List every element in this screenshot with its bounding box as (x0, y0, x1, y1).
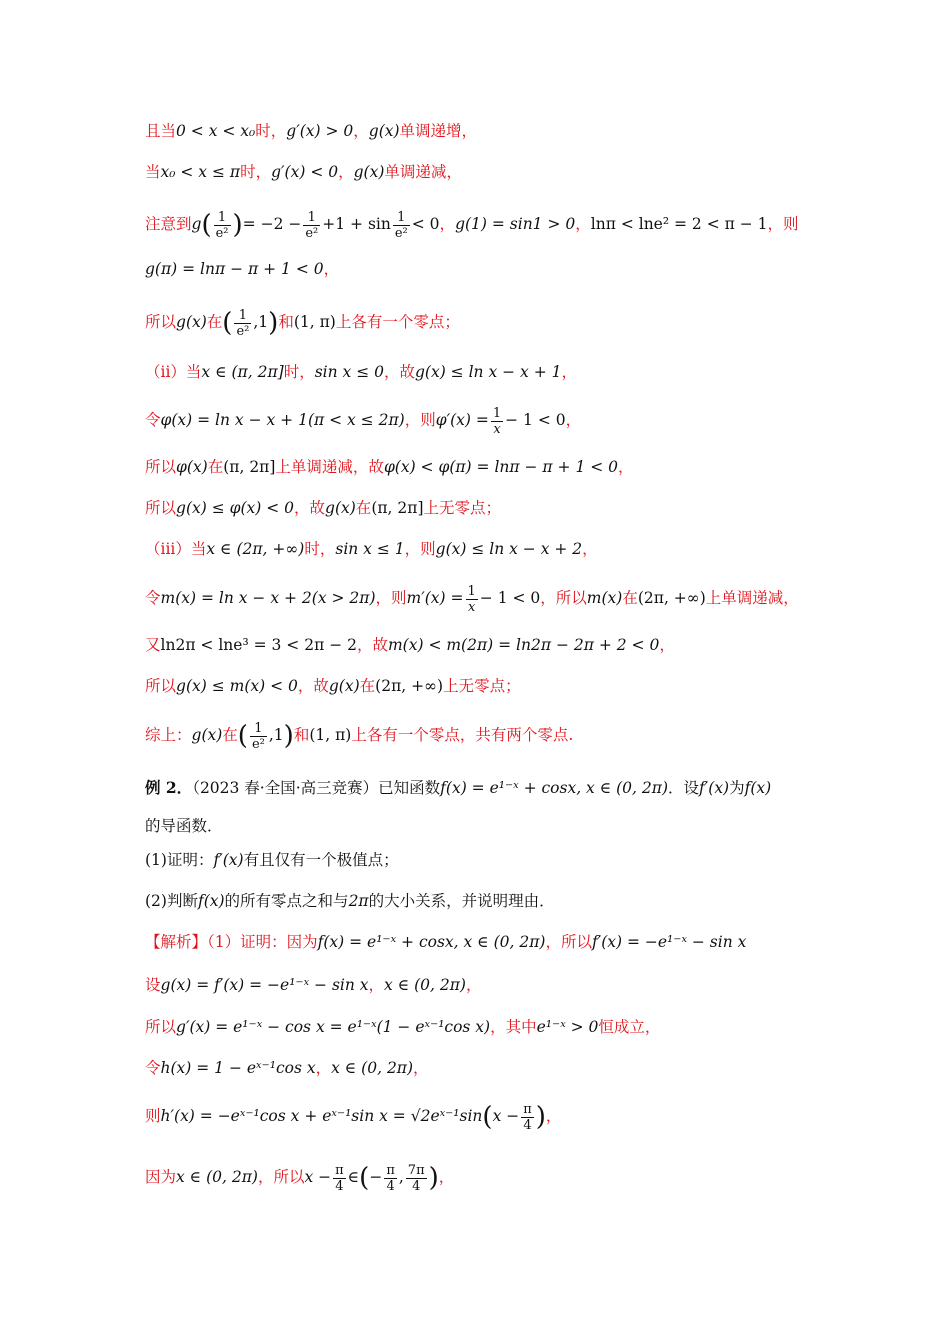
math: f′(x) (213, 851, 244, 869)
text: ，则 (375, 589, 407, 607)
text: 单调递增， (399, 122, 478, 140)
math: h(x) = 1 − eˣ⁻¹cos x (160, 1059, 316, 1077)
math: ∈ (347, 1168, 360, 1186)
math: g(π) = lnπ − π + 1 < 0 (145, 260, 324, 278)
math: − 1 < 0 (479, 589, 541, 607)
math: x ∈ (π, 2π] (201, 363, 284, 381)
text: 在 (206, 313, 223, 331)
line-13 (145, 675, 825, 697)
text: 时， (283, 363, 315, 381)
line-3 (145, 206, 825, 243)
text: ，所以 (540, 589, 587, 607)
text: 的导函数． (145, 817, 223, 835)
text: （2023 春·全国·高三竞赛）已知函数 (192, 779, 441, 797)
text: 在 (207, 458, 224, 476)
math: g (191, 215, 202, 233)
line-14 (145, 716, 825, 755)
text: ，故 (297, 677, 329, 695)
math: +1 + sin (322, 215, 391, 233)
text: 上各有一个零点； (335, 313, 460, 331)
math: ,1 (268, 726, 284, 744)
text: ， (465, 976, 482, 994)
math: g(x) (353, 163, 385, 181)
text: ， (439, 215, 456, 233)
text: 所以 (145, 677, 177, 695)
text: 又 (145, 636, 161, 654)
text: 的大小关系，并说明理由． (368, 892, 555, 910)
text: ， (565, 411, 582, 429)
paren: ( (359, 1163, 370, 1193)
text: ， (338, 163, 354, 181)
text: 设 (145, 976, 161, 994)
text: ，则 (404, 411, 436, 429)
fraction: $\frac{1}{x}$ (492, 405, 502, 437)
solution-line-3 (145, 1016, 825, 1038)
text: 和 (278, 313, 294, 331)
text: （iii）当 (145, 540, 207, 558)
line-6 (145, 361, 825, 383)
math: 0 < x < x₀ (176, 122, 256, 140)
text: 则 (145, 1107, 161, 1125)
text: 所以 (145, 499, 177, 517)
math: − 1 < 0 (505, 411, 566, 429)
line-8 (145, 456, 825, 478)
text: ，则 (767, 215, 799, 233)
math: , (398, 1168, 404, 1186)
paren: ) (283, 721, 294, 751)
text: 上各有一个零点，共有两个零点. (351, 726, 574, 744)
math: g(1) = sin1 > 0 (455, 215, 576, 233)
text: 上单调递减，故 (275, 458, 384, 476)
math: g(x) ≤ ln x − x + 1 (414, 363, 562, 381)
math: m′(x) = (406, 589, 464, 607)
text: ， (353, 122, 369, 140)
math: m(x) < m(2π) = ln2π − 2π + 2 < 0 (387, 636, 660, 654)
text: ， (438, 1168, 455, 1186)
math: f′(x) = −e¹⁻ˣ − sin x (591, 933, 747, 951)
text: 综上： (145, 726, 192, 744)
text: 为 (729, 779, 745, 797)
text: 令 (145, 411, 161, 429)
text: 在 (622, 589, 638, 607)
math: g′(x) = e¹⁻ˣ − cos x = e¹⁻ˣ(1 − eˣ⁻¹cos x) (176, 1018, 491, 1036)
text: ，故 (294, 499, 326, 517)
math: e¹⁻ˣ > 0 (536, 1018, 599, 1036)
fraction: $\frac{\pi}{4}$ (335, 1162, 344, 1194)
math: f(x) = e¹⁻ˣ + cosx, x ∈ (0, 2π) (440, 779, 668, 797)
paren: ) (428, 1163, 439, 1193)
fraction: $\frac{1}{\text{e²}}$ (251, 720, 265, 752)
math: g(x) ≤ ln x − x + 2 (435, 540, 583, 558)
math: x ∈ (0, 2π) (331, 1059, 414, 1077)
solution-line-1 (145, 931, 825, 953)
text: ， (413, 1059, 429, 1077)
math: m(x) (586, 589, 623, 607)
line-5 (145, 304, 825, 341)
text: 【解析】（1）证明：因为 (145, 933, 318, 951)
math: f(x) (744, 779, 772, 797)
text: 所以 (145, 313, 177, 331)
text: ，其中 (490, 1018, 537, 1036)
example-label: 例 2． (145, 778, 193, 797)
text: ．设 (668, 779, 700, 797)
text: 令 (145, 589, 161, 607)
text: 恒成立， (598, 1018, 661, 1036)
line-10 (145, 538, 825, 560)
paren: ( (222, 308, 233, 338)
math: (2π, +∞) (375, 677, 444, 695)
text: ，故 (383, 363, 415, 381)
math: g(x) (176, 313, 207, 331)
text: 时， (240, 163, 272, 181)
fraction: $\frac{1}{x}$ (467, 583, 476, 615)
line-11 (145, 580, 825, 616)
math: x − (492, 1107, 520, 1125)
math: ,1 (253, 313, 269, 331)
text: ，所以 (257, 1168, 305, 1186)
math: f(x) = e¹⁻ˣ + cosx, x ∈ (0, 2π) (317, 933, 546, 951)
math: x ∈ (0, 2π) (176, 1168, 258, 1186)
text: ， (575, 215, 591, 233)
math: g′(x) > 0 (286, 122, 354, 140)
example-2-line-1 (145, 777, 825, 799)
math: x₀ < x ≤ π (160, 163, 241, 181)
math: g(x) = f′(x) = −e¹⁻ˣ − sin x (160, 976, 369, 994)
solution-line-5 (145, 1097, 825, 1136)
text: ， (323, 260, 340, 278)
solution-line-2 (145, 974, 825, 996)
text: ， (368, 976, 385, 994)
math: = −2 − (242, 215, 302, 233)
text: 和 (293, 726, 310, 744)
paren: ( (201, 210, 212, 240)
line-1 (145, 120, 825, 142)
fraction: $\frac{1}{\text{e²}}$ (394, 209, 408, 241)
fraction: $\frac{1}{\text{e²}}$ (305, 209, 319, 241)
text: 在 (355, 499, 372, 517)
text: ，所以 (545, 933, 592, 951)
text: 有且仅有一个极值点； (243, 851, 399, 869)
fraction: $\frac{\pi}{4}$ (386, 1162, 395, 1194)
fraction: $\frac{1}{\text{e²}}$ (236, 307, 250, 339)
text: 时， (304, 540, 336, 558)
text: ， (618, 458, 634, 476)
math: m(x) = ln x − x + 2(x > 2π) (160, 589, 376, 607)
math: − (369, 1168, 383, 1186)
fraction: $\frac{7\pi}{4}$ (407, 1162, 425, 1194)
math: (1, π) (309, 726, 352, 744)
line-12 (145, 634, 825, 656)
text: 注意到 (145, 215, 192, 233)
text: ，则 (404, 540, 436, 558)
math: h′(x) = −eˣ⁻¹cos x + eˣ⁻¹sin x = √2eˣ⁻¹sin (160, 1107, 483, 1125)
math: g′(x) < 0 (271, 163, 339, 181)
text: ， (315, 1059, 332, 1077)
paren: ( (237, 721, 248, 751)
text: 单调递减， (384, 163, 462, 181)
math: g(x) ≤ φ(x) < 0 (176, 499, 295, 517)
text: ， (545, 1107, 562, 1125)
fraction: $\frac{1}{\text{e²}}$ (215, 209, 229, 241)
math: x ∈ (2π, +∞) (206, 540, 305, 558)
text: 上单调递减， (705, 589, 799, 607)
math: (π, 2π] (223, 458, 276, 476)
text: 时， (255, 122, 287, 140)
fraction: $\frac{\pi}{4}$ (523, 1101, 532, 1133)
math: φ′(x) = (435, 411, 489, 429)
text: 的所有零点之和与 (224, 892, 349, 910)
line-9 (145, 497, 825, 519)
text: (1)证明： (145, 851, 214, 869)
example-2-line-2 (145, 815, 825, 837)
math: (1, π) (293, 313, 336, 331)
line-2 (145, 161, 825, 183)
text: ， (659, 636, 675, 654)
paren: ) (268, 308, 279, 338)
line-7 (145, 402, 825, 438)
solution-line-6 (145, 1157, 825, 1198)
question-2 (145, 890, 825, 912)
math: x − (304, 1168, 332, 1186)
math: (π, 2π] (371, 499, 424, 517)
text: 在 (222, 726, 238, 744)
math: g(x) (191, 726, 223, 744)
math: 2π (348, 892, 369, 910)
text: ， (582, 540, 598, 558)
paren: ) (535, 1102, 546, 1132)
text: (2)判断 (145, 892, 198, 910)
text: 令 (145, 1059, 161, 1077)
text: 当 (145, 163, 161, 181)
paren: ) (232, 210, 243, 240)
math: g(x) (368, 122, 400, 140)
text: 上无零点； (423, 499, 502, 517)
math: φ(x) (176, 458, 208, 476)
math: lnπ < lne² = 2 < π − 1 (590, 215, 768, 233)
solution-line-4 (145, 1057, 825, 1079)
text: 所以 (145, 458, 177, 476)
math: ln2π < lne³ = 3 < 2π − 2 (160, 636, 357, 654)
math: g(x) (328, 677, 360, 695)
text: （ii）当 (145, 363, 202, 381)
text: 上无零点； (443, 677, 521, 695)
text: ，故 (356, 636, 388, 654)
math: x ∈ (0, 2π) (384, 976, 466, 994)
text: 在 (359, 677, 376, 695)
question-1 (145, 849, 825, 871)
math: f(x) (197, 892, 225, 910)
math: f′(x) (699, 779, 730, 797)
text: 所以 (145, 1018, 177, 1036)
math: g(x) (325, 499, 356, 517)
text: 因为 (145, 1168, 177, 1186)
paren: ( (482, 1102, 493, 1132)
math: sin x ≤ 1 (335, 540, 405, 558)
math: φ(x) < φ(π) = lnπ − π + 1 < 0 (383, 458, 619, 476)
math: < 0 (411, 215, 440, 233)
text: ， (561, 363, 577, 381)
math: (2π, +∞) (637, 589, 706, 607)
text: 且当 (145, 122, 177, 140)
math: φ(x) = ln x − x + 1(π < x ≤ 2π) (160, 411, 405, 429)
math: g(x) ≤ m(x) < 0 (176, 677, 298, 695)
math: sin x ≤ 0 (314, 363, 384, 381)
line-4 (145, 258, 825, 280)
